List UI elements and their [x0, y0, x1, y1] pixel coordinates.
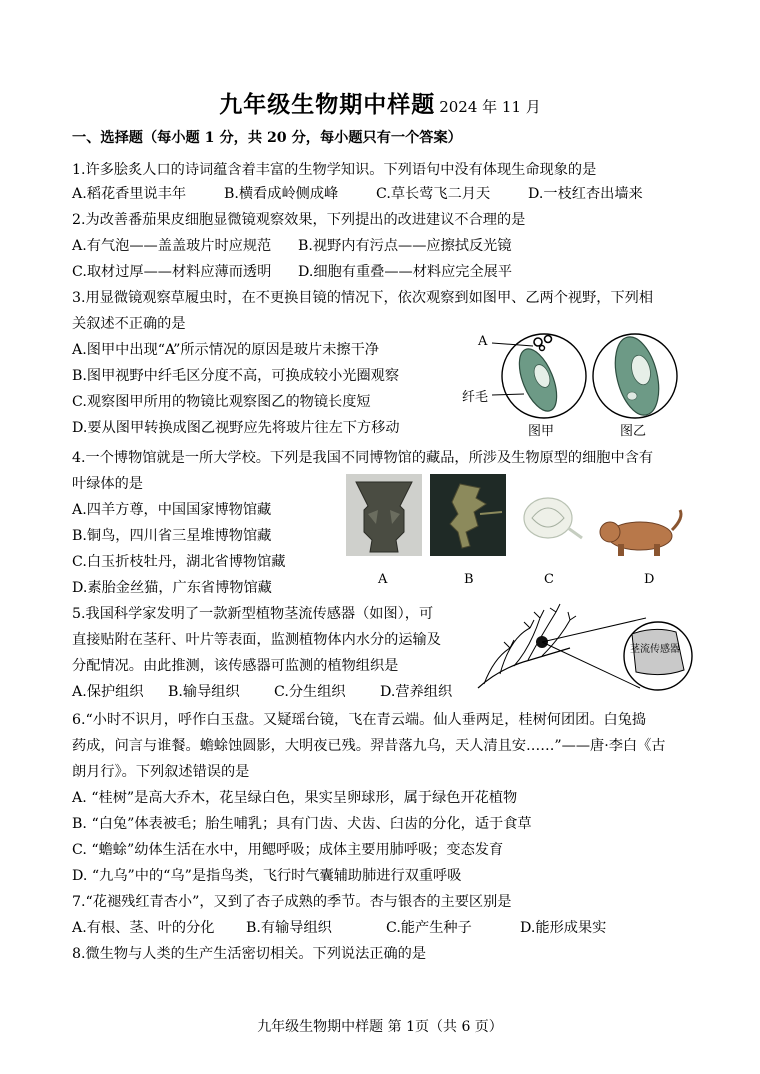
q4-stem-line1: 4.一个博物馆就是一所大学校。下列是我国不同博物馆的藏品，所涉及生物原型的细胞中含有: [72, 450, 654, 466]
artifact-label-a: A: [378, 572, 388, 587]
q6-stem-line3: 朗月行》。下列叙述错误的是: [72, 764, 250, 780]
q8-stem: 8.微生物与人类的生产生活密切相关。下列说法正确的是: [72, 946, 427, 962]
q3-option-d: D.要从图甲转换成图乙视野应先将玻片往左下方移动: [72, 420, 400, 436]
artifact-label-b: B: [464, 572, 474, 587]
q6-option-b: B. “白兔”体表被毛；胎生哺乳；具有门齿、犬齿、臼齿的分化，适于食草: [72, 816, 532, 832]
artifact-label-d: D: [644, 572, 655, 587]
q2-option-c: C.取材过厚——材料应薄而透明: [72, 264, 272, 280]
q3-stem-line2: 关叙述不正确的是: [72, 316, 186, 332]
title-main: 九年级生物期中样题: [219, 92, 436, 118]
q6-option-c: C. “蟾蜍”幼体生活在水中，用鳃呼吸；成体主要用肺呼吸；变态发育: [72, 842, 504, 858]
q5-stem-line1: 5.我国科学家发明了一款新型植物茎流传感器（如图），可: [72, 606, 434, 622]
q7-option-a: A.有根、茎、叶的分化: [72, 920, 215, 936]
q7-option-b: B.有输导组织: [246, 920, 332, 936]
sensor-label: 茎流传感器: [630, 644, 680, 655]
artifact-label-c: C: [544, 572, 554, 587]
white-jade-peony-image: [512, 488, 588, 550]
four-ram-zun-image: [346, 474, 422, 556]
label-cilia: 纤毛: [462, 390, 489, 405]
q4-option-a: A.四羊方尊，中国国家博物馆藏: [72, 502, 272, 518]
q6-stem-line2: 药成，问言与谁餐。蟾蜍蚀圆影，大明夜已残。羿昔落九乌，天人清且安……”——唐·李白《古: [72, 738, 666, 754]
q5-option-b: B.输导组织: [168, 684, 240, 700]
q4-option-d: D.素胎金丝猫，广东省博物馆藏: [72, 580, 272, 596]
q7-option-d: D.能形成果实: [520, 920, 607, 936]
q1-option-a: A.稻花香里说丰年: [72, 186, 187, 202]
title-date: 2024 年 11 月: [439, 98, 541, 116]
q2-option-d: D.细胞有重叠——材料应完全展平: [298, 264, 513, 280]
q5-stem-line2: 直接贴附在茎秆、叶片等表面，监测植物体内水分的运输及: [72, 632, 441, 648]
bronze-bird-image: [430, 474, 506, 556]
q7-option-c: C.能产生种子: [386, 920, 472, 936]
q5-option-c: C.分生组织: [274, 684, 346, 700]
q3-option-a: A.图甲中出现“A”所示情况的原因是玻片未擦干净: [72, 342, 379, 358]
q7-stem: 7.“花褪残红青杏小”，又到了杏子成熟的季节。杏与银杏的主要区别是: [72, 894, 512, 910]
q5-stem-line3: 分配情况。由此推测，该传感器可监测的植物组织是: [72, 658, 399, 674]
page-title: [0, 86, 760, 119]
q6-stem-line1: 6.“小时不识月，呼作白玉盘。又疑瑶台镜，飞在青云端。仙人垂两足，桂树何团团。白兔捣: [72, 712, 647, 728]
q2-stem: 2.为改善番茄果皮细胞显微镜观察效果，下列提出的改进建议不合理的是: [72, 212, 526, 228]
q6-option-d: D. “九乌”中的“乌”是指鸟类，飞行时气囊辅助肺进行双重呼吸: [72, 868, 462, 884]
q3-option-c: C.观察图甲所用的物镜比观察图乙的物镜长度短: [72, 394, 371, 410]
q5-option-a: A.保护组织: [72, 684, 144, 700]
label-a: A: [478, 334, 488, 349]
q1-stem: 1.许多脍炙人口的诗词蕴含着丰富的生物学知识。下列语句中没有体现生命现象的是: [72, 162, 597, 178]
q2-option-b: B.视野内有污点——应擦拭反光镜: [298, 238, 512, 254]
q4-option-c: C.白玉折枝牡丹，湖北省博物馆藏: [72, 554, 286, 570]
q1-option-b: B.横看成岭侧成峰: [224, 186, 339, 202]
q1-option-c: C.草长莺飞二月天: [376, 186, 491, 202]
q3-stem-line1: 3.用显微镜观察草履虫时，在不更换目镜的情况下，依次观察到如图甲、乙两个视野，下列相: [72, 290, 654, 306]
label-figure-jia: 图甲: [528, 424, 555, 439]
q6-option-a: A. “桂树”是高大乔木，花呈绿白色，果实呈卵球形，属于绿色开花植物: [72, 790, 518, 806]
page-footer: 九年级生物期中样题 第 1页（共 6 页）: [257, 1019, 503, 1035]
q4-stem-line2: 叶绿体的是: [72, 476, 143, 492]
q5-option-d: D.营养组织: [380, 684, 453, 700]
paramecium-figure: [462, 324, 692, 438]
section-heading: 一、选择题（每小题 1 分，共 20 分，每小题只有一个答案）: [72, 130, 462, 146]
q4-option-b: B.铜鸟，四川省三星堆博物馆藏: [72, 528, 272, 544]
q1-option-d: D.一枝红杏出墙来: [528, 186, 643, 202]
label-figure-yi: 图乙: [620, 424, 647, 439]
porcelain-cat-image: [594, 504, 686, 560]
q3-option-b: B.图甲视野中纤毛区分度不高，可换成较小光圈观察: [72, 368, 400, 384]
q2-option-a: A.有气泡——盖盖玻片时应规范: [72, 238, 272, 254]
